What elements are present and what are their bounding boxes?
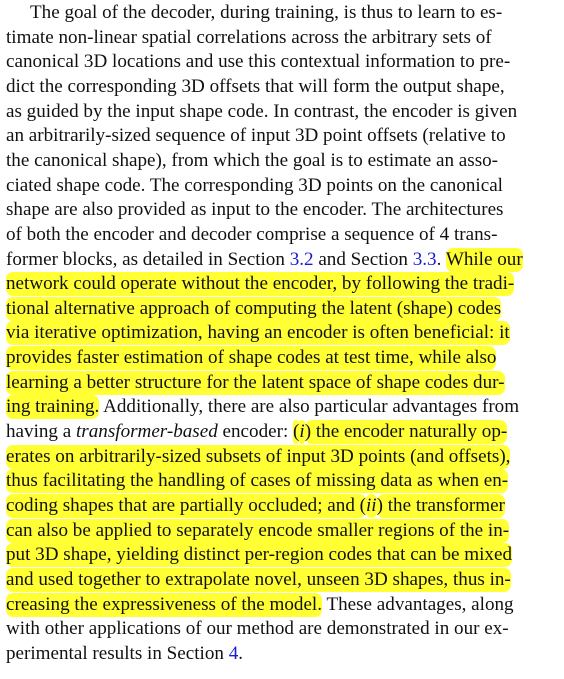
text-line [6,593,558,617]
highlighted-text: While our [445,249,523,270]
highlighted-text: coding shapes that are partially occluded; and ( [6,495,366,516]
text-line [6,519,558,543]
text-run [76,421,218,442]
section-reference-link[interactable]: 3.3 [412,249,437,270]
text-line [6,568,558,592]
highlighted-text: can also be applied to separately encode smaller regions of the in- [6,520,510,541]
text-line [6,223,558,247]
text-run: . [238,643,244,664]
section-reference-link[interactable]: 4 [228,643,239,664]
text-run: The goal of the decoder, during training, is thus to learn to es- [30,2,503,23]
text-run: . [436,249,446,270]
text-run: an arbitrarily-sized sequence of input 3D point offsets (relative to [6,125,506,146]
text-line [6,371,558,395]
text-run: as guided by the input shape code. In contrast, the encoder is given [6,101,518,122]
text-line [6,50,558,74]
text-run: of both the encoder and decoder comprise a sequence of 4 trans- [6,224,498,245]
text-line [6,494,558,518]
text-run: the canonical shape), from which the goal is to estimate an asso- [6,150,499,171]
text-run: canonical 3D locations and use this contextual information to pre- [6,51,511,72]
highlighted-text: erates on arbitrarily-sized subsets of input 3D points (and offsets), [6,446,511,467]
highlighted-text: ) the transformer [376,495,505,516]
text-line [6,445,558,469]
text-line [6,543,558,567]
text-line [6,617,558,641]
text-run: with other applications of our method are demonstrated in our ex- [6,618,509,639]
text-line [6,642,558,666]
text-line [30,1,558,25]
highlighted-text: ) the encoder naturally op- [304,421,508,442]
text-run: encoder: [217,421,294,442]
text-line [6,198,558,222]
emphasis-text: i [299,421,305,442]
text-line [6,420,558,444]
text-run: dict the corresponding 3D offsets that will form the output shape, [6,76,505,97]
text-run: These advantages, along [322,594,514,615]
text-run: former blocks, as detailed in Section [6,249,290,270]
highlighted-text: thus facilitating the handling of cases of missing data as when en- [6,470,509,491]
text-run: perimental results in Section [6,643,229,664]
highlighted-text: ( [293,421,300,442]
highlighted-text [366,494,377,518]
highlighted-text: provides faster estimation of shape codes at test time, while also [6,347,497,368]
text-line [6,346,558,370]
text-run: and Section [313,249,413,270]
highlighted-text: learning a better structure for the latent space of shape codes dur- [6,372,505,393]
highlighted-text: creasing the expressiveness of the model. [6,594,323,615]
text-line [6,149,558,173]
text-run: Additionally, there are also particular advantages from [99,396,520,417]
text-line [6,321,558,345]
text-line [6,272,558,296]
highlighted-text: and used together to extrapolate novel, unseen 3D shapes, thus in- [6,569,511,590]
text-line [6,124,558,148]
text-line [6,75,558,99]
text-line [6,174,558,198]
text-line [6,100,558,124]
text-run: having a [6,421,76,442]
text-run: ciated shape code. The corresponding 3D points on the canonical [6,175,503,196]
highlighted-text: put 3D shape, yielding distinct per-region codes that can be mixed [6,544,512,565]
highlighted-text [299,420,304,444]
text-line [6,469,558,493]
highlighted-text: tional alternative approach of computing the latent (shape) codes [6,298,502,319]
text-line [6,395,558,419]
text-run: timate non-linear spatial correlations across the arbitrary sets of [6,27,492,48]
highlighted-text: via iterative optimization, having an encoder is often beneficial: it [6,322,510,343]
section-reference-link[interactable]: 3.2 [289,249,314,270]
text-line [6,297,558,321]
emphasis-text: transformer-based [76,421,218,442]
text-run: shape are also provided as input to the encoder. The architectures [6,199,504,220]
text-line [6,248,558,272]
highlighted-text: network could operate without the encoder, by following the tradi- [6,273,515,294]
text-line [6,26,558,50]
highlighted-text: ing training. [6,396,100,417]
emphasis-text: ii [366,495,377,516]
